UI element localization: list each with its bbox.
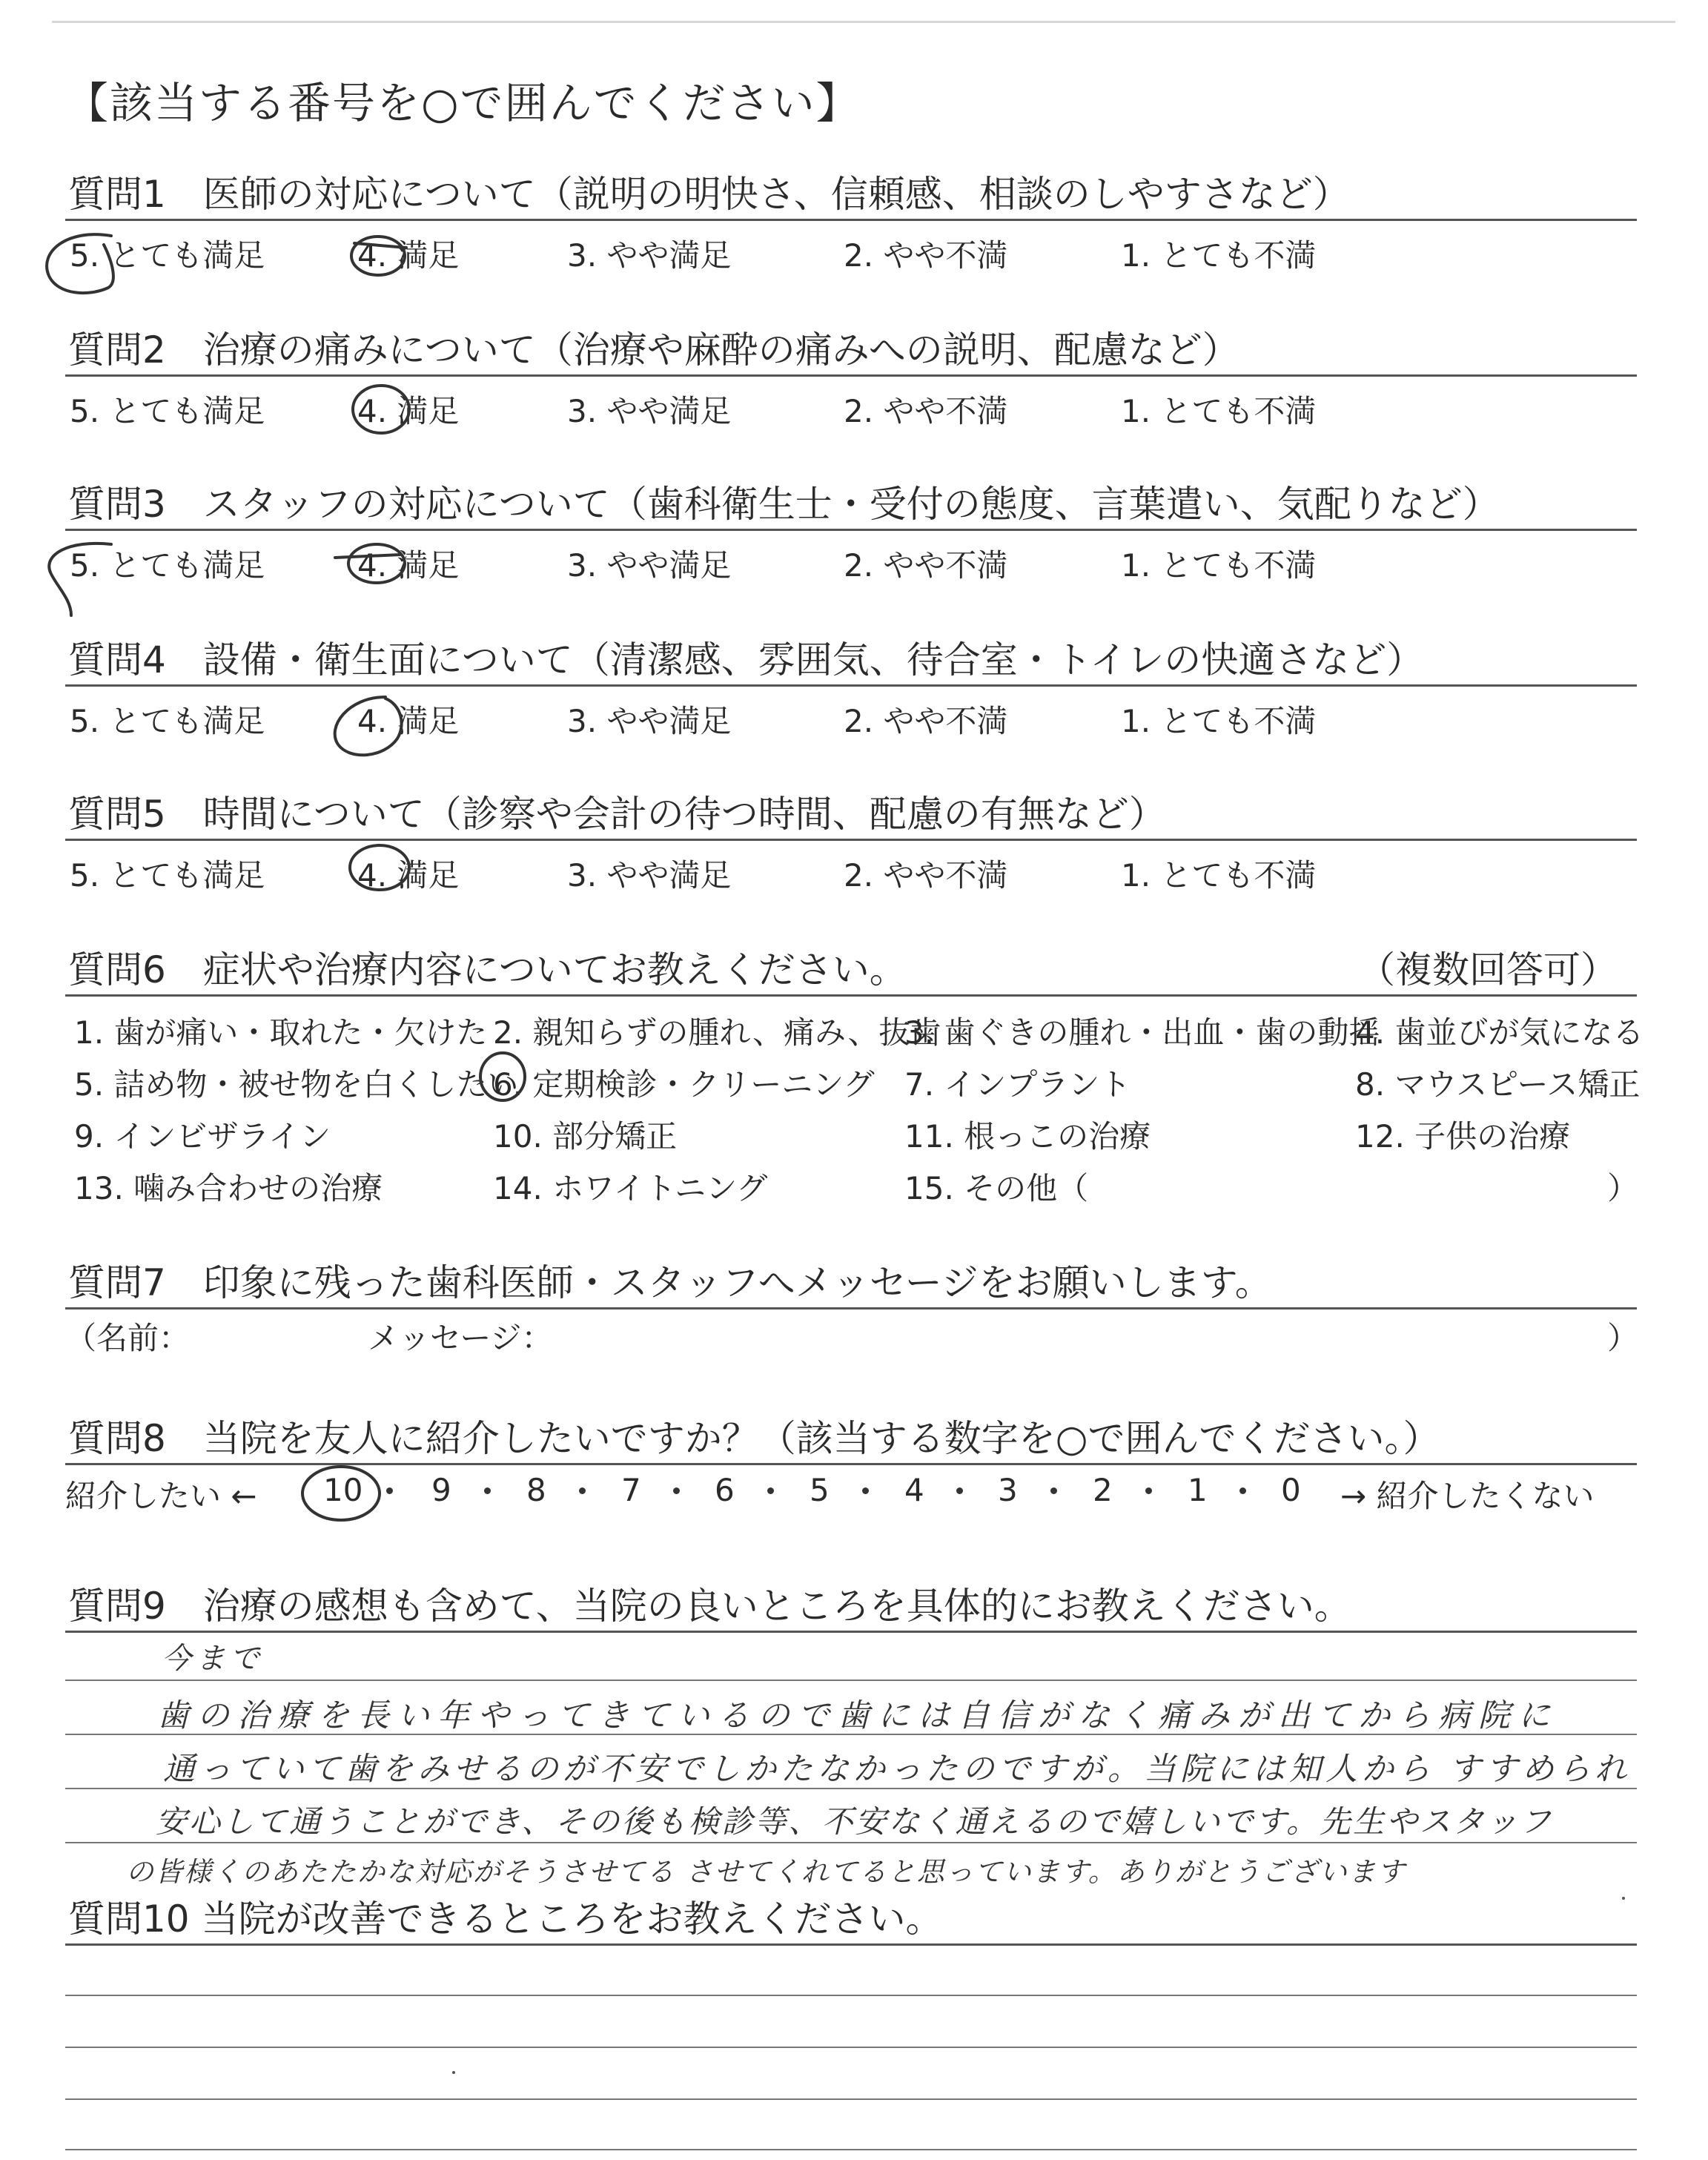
q3-cross-4 xyxy=(335,555,400,558)
q6-item-6[interactable]: 6. 定期検診・クリーニング xyxy=(493,1066,875,1103)
q6-item-14[interactable]: 14. ホワイトニング xyxy=(493,1170,768,1206)
q8-scale-6[interactable]: 6 xyxy=(715,1472,735,1508)
question-8-label: 質問8 当院を友人に紹介したいですか？（該当する数字を○で囲んでください。） xyxy=(68,1417,1440,1460)
question-5-label: 質問5 時間について（診察や会計の待つ時間、配慮の有無など） xyxy=(68,793,1166,836)
q9-answer-line-4: 安心して通うことができ、その後も検診等、不安なく通えるので嬉しいです。先生やスタッフ xyxy=(156,1803,1553,1840)
q8-scale-5[interactable]: 5 xyxy=(810,1472,830,1508)
question-6-note: （複数回答可） xyxy=(1358,948,1618,991)
q6-item-15-close: ） xyxy=(1607,1170,1639,1206)
q8-scale-8[interactable]: 8 xyxy=(526,1472,546,1508)
q3-circle-4 xyxy=(348,544,405,583)
q4-option-1[interactable]: 1. とても不満 xyxy=(1121,703,1317,739)
q4-option-4[interactable]: 4. 満足 xyxy=(357,703,460,739)
question-2-label: 質問2 治療の痛みについて（治療や麻酔の痛みへの説明、配慮など） xyxy=(68,328,1239,371)
q2-option-2[interactable]: 2. やや不満 xyxy=(844,393,1008,429)
q8-scale-3[interactable]: 3 xyxy=(998,1472,1018,1508)
q3-option-4[interactable]: 4. 満足 xyxy=(357,547,460,584)
q6-item-13[interactable]: 13. 噛み合わせの治療 xyxy=(74,1170,383,1206)
q1-option-2[interactable]: 2. やや不満 xyxy=(844,237,1008,274)
q2-option-1[interactable]: 1. とても不満 xyxy=(1121,393,1317,429)
q3-option-5[interactable]: 5. とても満足 xyxy=(70,547,265,584)
q1-option-4[interactable]: 4. 満足 xyxy=(357,237,460,274)
q2-option-5[interactable]: 5. とても満足 xyxy=(70,393,265,429)
question-3-label: 質問3 スタッフの対応について（歯科衛生士・受付の態度、言葉遣い、気配りなど） xyxy=(68,483,1500,526)
q6-item-7[interactable]: 7. インプラント xyxy=(904,1066,1131,1103)
q7-close: ） xyxy=(1607,1320,1639,1356)
q1-circle-5 xyxy=(47,234,113,293)
q8-left-label: 紹介したい ← xyxy=(65,1478,257,1514)
question-7-label: 質問7 印象に残った歯科医師・スタッフへメッセージをお願いします。 xyxy=(68,1261,1272,1304)
q2-circle-4 xyxy=(353,386,409,433)
q1-option-3[interactable]: 3. やや満足 xyxy=(567,237,732,274)
q8-scale-2[interactable]: 2 xyxy=(1093,1472,1113,1508)
q4-option-2[interactable]: 2. やや不満 xyxy=(844,703,1008,739)
q9-answer-line-1: 今まで xyxy=(162,1642,264,1676)
q3-circle-5 xyxy=(49,544,111,615)
q7-name-label: （名前： xyxy=(65,1320,191,1356)
q6-item-8[interactable]: 8. マウスピース矯正 xyxy=(1355,1066,1641,1103)
q4-option-5[interactable]: 5. とても満足 xyxy=(70,703,265,739)
q5-option-2[interactable]: 2. やや不満 xyxy=(844,857,1008,894)
q8-scale-9[interactable]: 9 xyxy=(431,1472,451,1508)
q5-option-5[interactable]: 5. とても満足 xyxy=(70,857,265,894)
q5-circle-4 xyxy=(350,845,409,890)
q6-item-11[interactable]: 11. 根っこの治療 xyxy=(904,1118,1151,1155)
q6-item-4[interactable]: 4. 歯並びが気になる xyxy=(1355,1014,1644,1051)
q2-option-3[interactable]: 3. やや満足 xyxy=(567,393,732,429)
question-4-label: 質問4 設備・衛生面について（清潔感、雰囲気、待合室・トイレの快適さなど） xyxy=(68,638,1424,681)
q1-circle-4 xyxy=(351,237,405,275)
q1-option-1[interactable]: 1. とても不満 xyxy=(1121,237,1317,274)
question-10-label: 質問10 当院が改善できるところをお教えください。 xyxy=(68,1898,943,1941)
q6-item-3[interactable]: 3. 歯ぐきの腫れ・出血・歯の動揺 xyxy=(904,1014,1380,1051)
q4-option-3[interactable]: 3. やや満足 xyxy=(567,703,732,739)
page-heading: 【該当する番号を○で囲んでください】 xyxy=(65,78,861,128)
stray-dot-2 xyxy=(452,2071,455,2074)
q6-item-10[interactable]: 10. 部分矯正 xyxy=(493,1118,678,1155)
q8-circle-10 xyxy=(302,1467,380,1520)
q9-answer-line-5: の皆様くのあたたかな対応がそうさせてる させてくれてると思っています。ありがとうございます xyxy=(126,1856,1406,1888)
q8-scale-7[interactable]: 7 xyxy=(621,1472,641,1508)
q6-circle-6 xyxy=(480,1053,525,1100)
q6-item-5[interactable]: 5. 詰め物・被せ物を白くしたい xyxy=(74,1066,519,1103)
q6-item-12[interactable]: 12. 子供の治療 xyxy=(1355,1118,1571,1155)
q8-scale-10[interactable]: 10 xyxy=(323,1472,363,1508)
q5-option-1[interactable]: 1. とても不満 xyxy=(1121,857,1317,894)
q5-option-4[interactable]: 4. 満足 xyxy=(357,857,460,894)
q9-answer-line-3: 通っていて歯をみせるのが不安でしかたなかったのですが。当院には知人から すすめられ xyxy=(163,1751,1632,1788)
question-1-label: 質問1 医師の対応について（説明の明快さ、信頼感、相談のしやすさなど） xyxy=(68,173,1350,216)
q3-option-2[interactable]: 2. やや不満 xyxy=(844,547,1008,584)
question-9-label: 質問9 治療の感想も含めて、当院の良いところを具体的にお教えください。 xyxy=(68,1585,1351,1628)
q6-item-15[interactable]: 15. その他（ xyxy=(904,1170,1089,1206)
q6-item-2[interactable]: 2. 親知らずの腫れ、痛み、抜歯 xyxy=(493,1014,941,1051)
q1-option-5[interactable]: 5. とても満足 xyxy=(70,237,265,274)
question-6-label: 質問6 症状や治療内容についてお教えください。 xyxy=(68,948,907,991)
q6-item-1[interactable]: 1. 歯が痛い・取れた・欠けた xyxy=(74,1014,488,1051)
q5-option-3[interactable]: 3. やや満足 xyxy=(567,857,732,894)
stray-dot-1 xyxy=(1622,1897,1625,1900)
q8-scale-1[interactable]: 1 xyxy=(1188,1472,1208,1508)
q8-scale-0[interactable]: 0 xyxy=(1281,1472,1301,1508)
q2-option-4[interactable]: 4. 満足 xyxy=(357,393,460,429)
q3-option-3[interactable]: 3. やや満足 xyxy=(567,547,732,584)
q7-message-label: メッセージ： xyxy=(368,1320,553,1356)
q6-item-9[interactable]: 9. インビザライン xyxy=(74,1118,331,1155)
q9-answer-line-2: 歯の治療を長い年やってきているので歯には自信がなく痛みが出てから病院に xyxy=(157,1697,1558,1734)
q4-circle-4 xyxy=(335,697,402,755)
q3-option-1[interactable]: 1. とても不満 xyxy=(1121,547,1317,584)
q8-scale-4[interactable]: 4 xyxy=(904,1472,924,1508)
q8-right-label: → 紹介したくない xyxy=(1340,1478,1595,1514)
